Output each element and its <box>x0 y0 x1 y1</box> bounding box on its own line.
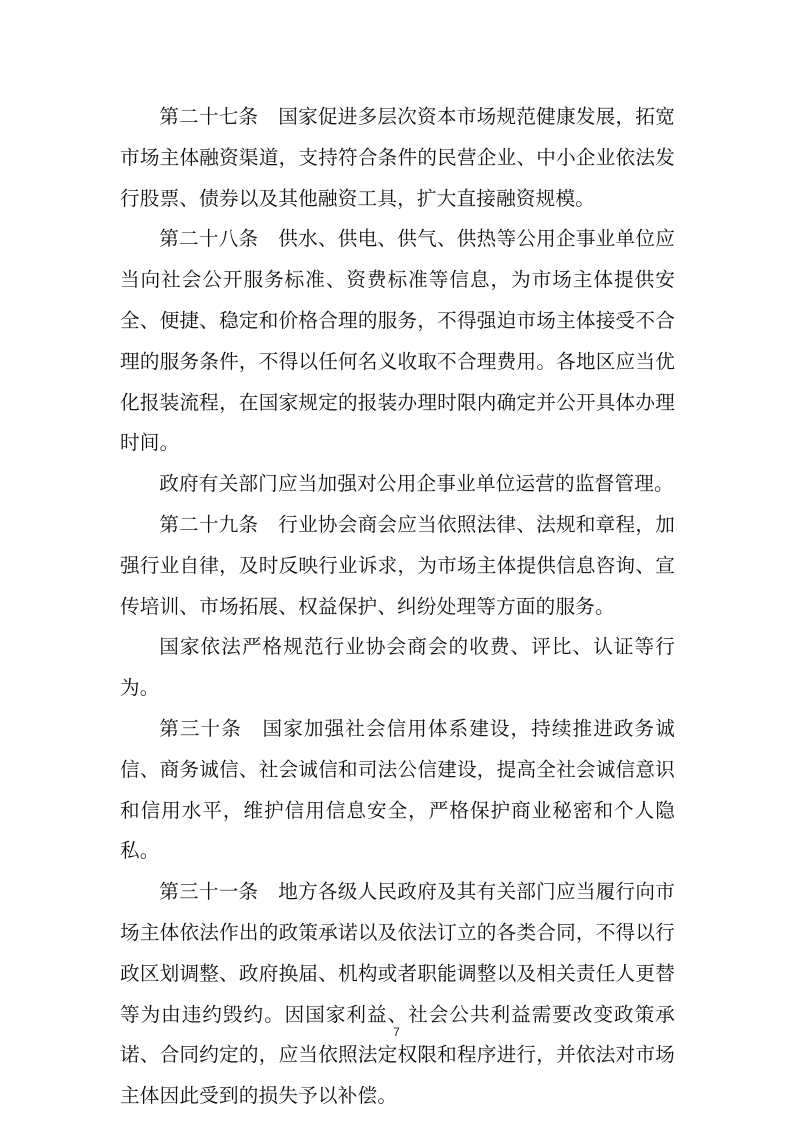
article-31-paragraph: 第三十一条 地方各级人民政府及其有关部门应当履行向市场主体依法作出的政策承诺以及依法订立的各类合同，不得以行政区划调整、政府换届、机构或者职能调整以及相关责任人更替等为由违约毁约。因国家利益、社会公共利益需要改变政策承诺、合同约定的，应当依照法定权限和程序进行，并依法对市场主体因此受到的损失予以补偿。 <box>120 880 675 1108</box>
document-body <box>120 97 675 1117</box>
article-28-paragraph: 第二十八条 供水、供电、供气、供热等公用企事业单位应当向社会公开服务标准、资费标准等信息，为市场主体提供安全、便捷、稳定和价格合理的服务，不得强迫市场主体接受不合理的服务条件，不得以任何名义收取不合理费用。各地区应当优化报装流程，在国家规定的报装办理时限内确定并公开具体办理时间。 <box>120 227 675 455</box>
article-29-paragraph: 第二十九条 行业协会商会应当依照法律、法规和章程，加强行业自律，及时反映行业诉求，为市场主体提供信息咨询、宣传培训、市场拓展、权益保护、纠纷处理等方面的服务。 <box>120 512 675 618</box>
article-29-supplement-paragraph: 国家依法严格规范行业协会商会的收费、评比、认证等行为。 <box>120 635 675 700</box>
article-27-paragraph: 第二十七条 国家促进多层次资本市场规范健康发展，拓宽市场主体融资渠道，支持符合条件的民营企业、中小企业依法发行股票、债券以及其他融资工具，扩大直接融资规模。 <box>120 105 675 210</box>
page-number: 7 <box>393 1025 400 1039</box>
article-28-supplement-paragraph: 政府有关部门应当加强对公用企事业单位运营的监督管理。 <box>159 472 674 496</box>
article-30-paragraph: 第三十条 国家加强社会信用体系建设，持续推进政务诚信、商务诚信、社会诚信和司法公信建设，提高全社会诚信意识和信用水平，维护信用信息安全，严格保护商业秘密和个人隐私。 <box>120 716 675 863</box>
